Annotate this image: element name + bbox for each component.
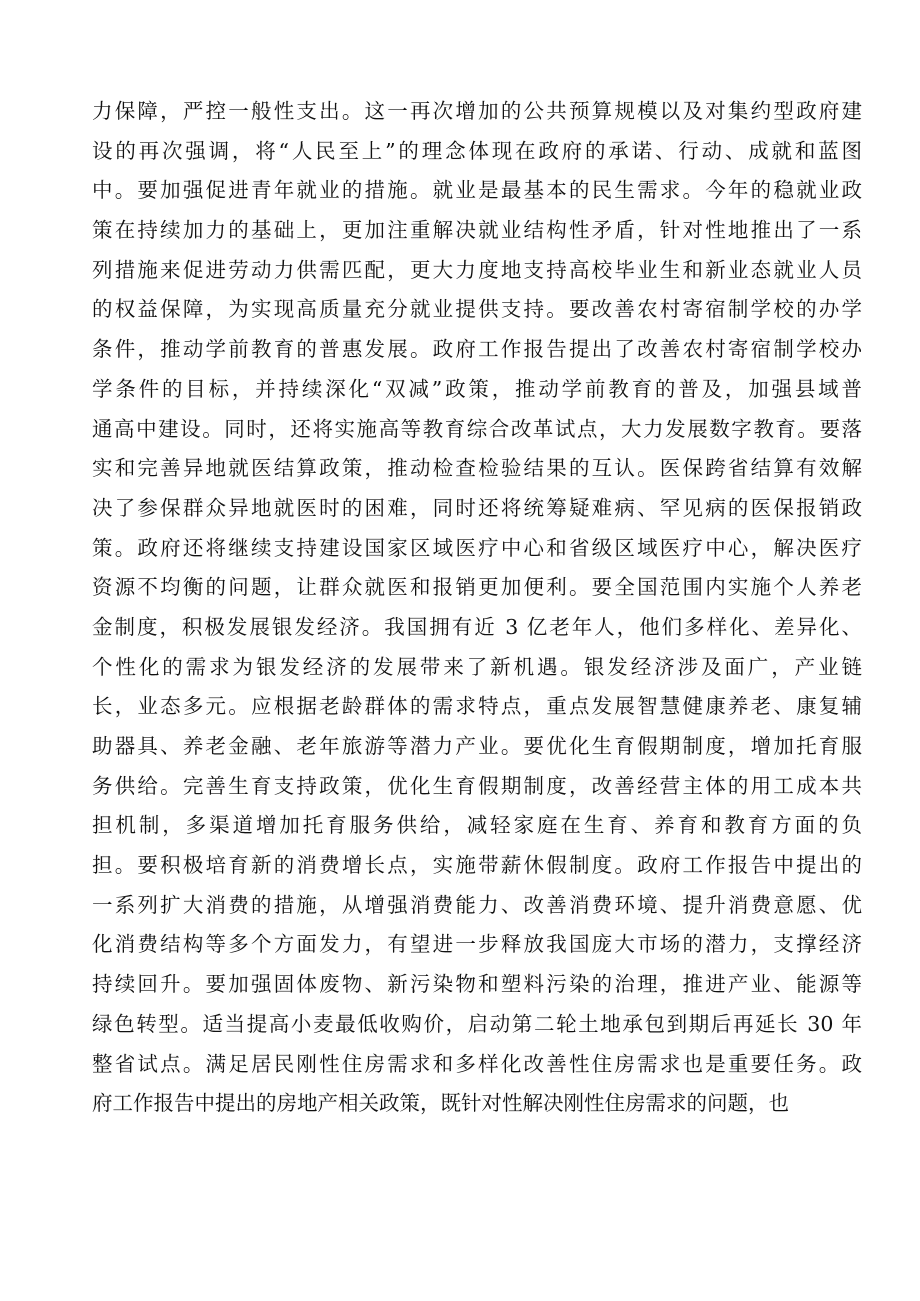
text-line: 决了参保群众异地就医时的困难，同时还将统筹疑难病、罕见病的医保报销政 — [92, 495, 862, 520]
text-line: 长，业态多元。应根据老龄群体的需求特点，重点发展智慧健康养老、康复辅 — [92, 694, 862, 719]
text-line: 实和完善异地就医结算政策，推动检查检验结果的互认。医保跨省结算有效解 — [92, 456, 862, 481]
text-line: 整省试点。满足居民刚性住房需求和多样化改善性住房需求也是重要任务。政 — [92, 1051, 862, 1076]
text-line: 通高中建设。同时，还将实施高等教育综合改革试点，大力发展数字教育。要落 — [92, 416, 862, 441]
text-line: 学条件的目标，并持续深化“双减”政策，推动学前教育的普及，加强县域普 — [92, 376, 862, 401]
text-line: 化消费结构等多个方面发力，有望进一步释放我国庞大市场的潜力，支撑经济 — [92, 932, 862, 957]
text-line: 资源不均衡的问题，让群众就医和报销更加便利。要全国范围内实施个人养老 — [92, 575, 862, 600]
text-line: 助器具、养老金融、老年旅游等潜力产业。要优化生育假期制度，增加托育服 — [92, 734, 862, 758]
text-line: 担机制，多渠道增加托育服务供给，减轻家庭在生育、养育和教育方面的负 — [92, 813, 862, 838]
text-line: 一系列扩大消费的措施，从增强消费能力、改善消费环境、提升消费意愿、优 — [92, 892, 862, 917]
text-line: 设的再次强调，将“人民至上”的理念体现在政府的承诺、行动、成就和蓝图 — [92, 138, 862, 163]
text-line: 的权益保障，为实现高质量充分就业提供支持。要改善农村寄宿制学校的办学 — [92, 297, 862, 322]
text-line: 条件，推动学前教育的普惠发展。政府工作报告提出了改善农村寄宿制学校办 — [92, 337, 862, 362]
text-line: 策。政府还将继续支持建设国家区域医疗中心和省级区域医疗中心，解决医疗 — [92, 535, 862, 560]
text-line: 中。要加强促进青年就业的措施。就业是最基本的民生需求。今年的稳就业政 — [92, 178, 862, 203]
text-line: 金制度，积极发展银发经济。我国拥有近 3 亿老年人，他们多样化、差异化、 — [92, 614, 862, 639]
text-line: 绿色转型。适当提高小麦最低收购价，启动第二轮土地承包到期后再延长 30 年 — [92, 1011, 862, 1036]
text-line: 个性化的需求为银发经济的发展带来了新机遇。银发经济涉及面广，产业链 — [92, 654, 862, 679]
text-line: 力保障，严控一般性支出。这一再次增加的公共预算规模以及对集约型政府建 — [92, 99, 862, 123]
text-line: 府工作报告中提出的房地产相关政策，既针对性解决刚性住房需求的问题，也 — [92, 1091, 789, 1116]
text-line: 持续回升。要加强固体废物、新污染物和塑料污染的治理，推进产业、能源等 — [92, 972, 862, 997]
text-line: 列措施来促进劳动力供需匹配，更大力度地支持高校毕业生和新业态就业人员 — [92, 257, 862, 282]
body-paragraph — [92, 92, 862, 1124]
text-line: 务供给。完善生育支持政策，优化生育假期制度，改善经营主体的用工成本共 — [92, 773, 862, 798]
text-line: 策在持续加力的基础上，更加注重解决就业结构性矛盾，针对性地推出了一系 — [92, 218, 862, 243]
text-line: 担。要积极培育新的消费增长点，实施带薪休假制度。政府工作报告中提出的 — [92, 853, 862, 878]
